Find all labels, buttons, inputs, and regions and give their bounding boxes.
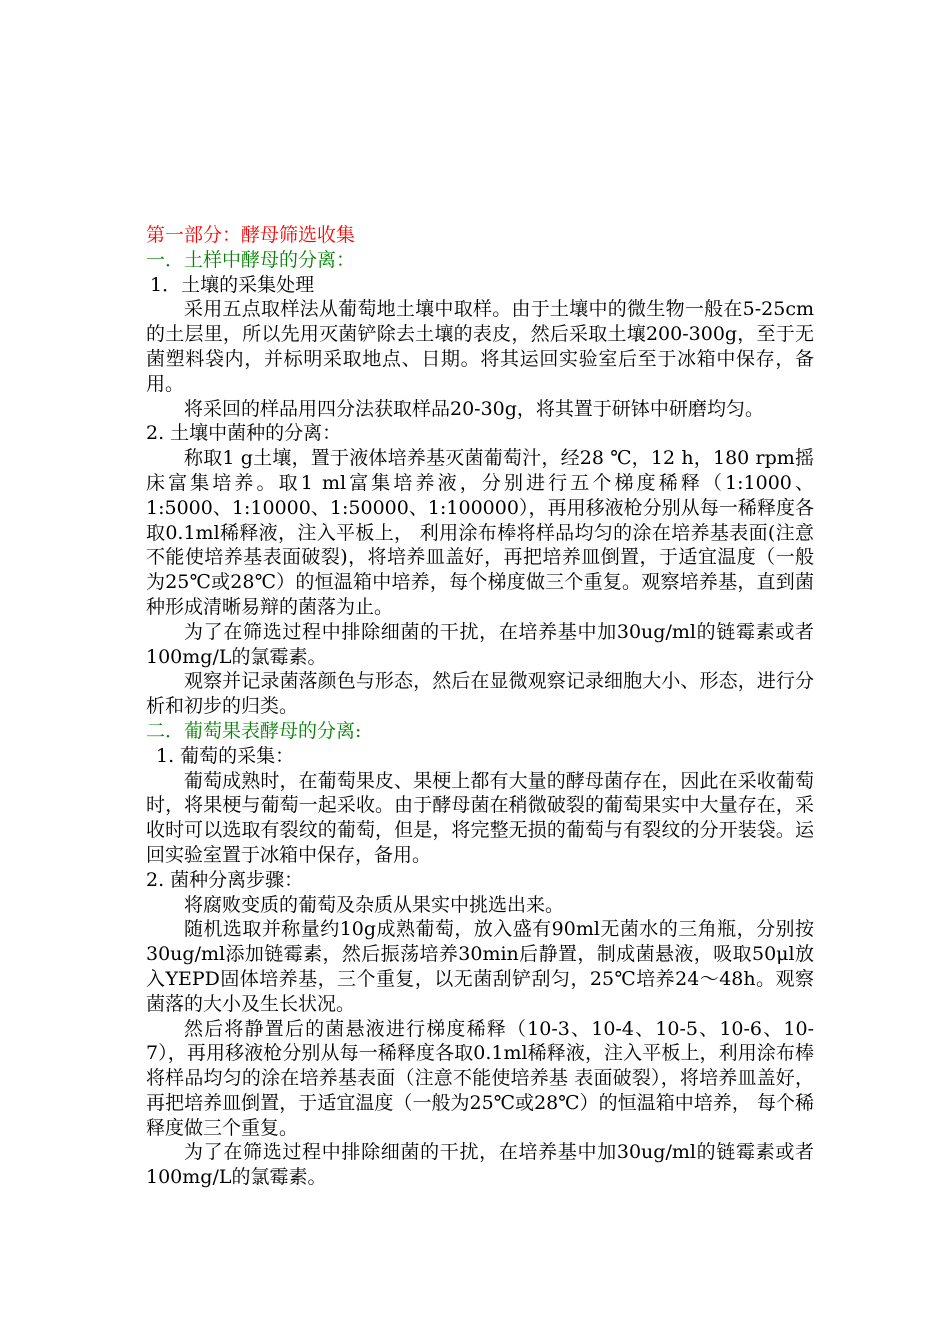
paragraph: 将采回的样品用四分法获取样品20-30g，将其置于研钵中研磨均匀。 — [184, 397, 764, 420]
paragraph: 将腐败变质的葡萄及杂质从果实中挑选出来。 — [184, 893, 565, 916]
subsection-title-isolation-steps: 2. 菌种分离步骤： — [146, 868, 304, 891]
subsection-title-soil-isolation: 2. 土壤中菌种的分离： — [146, 422, 342, 445]
subsection-title-grape-collection: 1. 葡萄的采集： — [156, 744, 295, 767]
section-heading-grape: 二．葡萄果表酵母的分离: — [146, 719, 362, 742]
paragraph: 葡萄成熟时，在葡萄果皮、果梗上都有大量的酵母菌存在，因此在采收葡萄时，将果梗与葡萄一起采收。由于酵母菌在稍微破裂的葡萄果实中大量存在，采收时可以选取有裂纹的葡萄，但是，将完整无损的葡萄与有裂纹的分开装袋。运回实验室置于冰箱中保存，备用。 — [146, 769, 814, 866]
paragraph: 观察并记录菌落颜色与形态，然后在显微观察记录细胞大小、形态，进行分析和初步的归类。 — [146, 670, 814, 718]
paragraph: 为了在筛选过程中排除细菌的干扰，在培养基中加30ug/ml的链霉素或者100mg/L的氯霉素。 — [146, 620, 814, 668]
paragraph: 然后将静置后的菌悬液进行梯度稀释（10-3、10-4、10-5、10-6、10-7），再用移液枪分别从每一稀释度各取0.1ml稀释液，注入平板上，利用涂布棒将样品均匀的涂在培养基表面（注意不能使培养基 表面破裂），将培养皿盖好，再把培养皿倒置，于适宜温度（一般为25℃或28℃）的恒温箱中培养， 每个稀释度做三个重复。 — [146, 1017, 814, 1139]
document-page — [146, 223, 814, 1190]
subsection-title-soil-collection: 1．土壤的采集处理 — [150, 273, 315, 296]
section-heading-soil: 一．土样中酵母的分离： — [146, 248, 356, 271]
paragraph: 随机选取并称量约10g成熟葡萄，放入盛有90ml无菌水的三角瓶，分别按30ug/ml添加链霉素，然后振荡培养30min后静置，制成菌悬液，吸取50μl放入YEPD固体培养基，三个重复，以无菌刮铲刮匀，25℃培养24～48h。观察菌落的大小及生长状况。 — [146, 918, 814, 1015]
paragraph: 称取1 g土壤，置于液体培养基灭菌葡萄汁，经28 ℃，12 h，180 rpm摇床富集培养。取1 ml富集培养液，分别进行五个梯度稀释（1:1000、1:5000、1:10000、1:50000、1:100000），再用移液枪分别从每一稀释度各取0.1ml稀释液，注入平板上， 利用涂布棒将样品均匀的涂在培养基表面(注意不能使培养基表面破裂)，将培养皿盖好，再把培养皿倒置，于适宜温度（一般为25℃或28℃）的恒温箱中培养，每个梯度做三个重复。观察培养基，直到菌种形成清晰易辩的菌落为止。 — [146, 447, 814, 618]
paragraph: 采用五点取样法从葡萄地土壤中取样。由于土壤中的微生物一般在5-25cm的土层里，所以先用灭菌铲除去土壤的表皮，然后采取土壤200-300g，至于无菌塑料袋内，并标明采取地点、日期。将其运回实验室后至于冰箱中保存，备用。 — [146, 298, 814, 395]
part-title: 第一部分：酵母筛选收集 — [146, 224, 356, 246]
paragraph: 为了在筛选过程中排除细菌的干扰，在培养基中加30ug/ml的链霉素或者100mg/L的氯霉素。 — [146, 1141, 814, 1189]
